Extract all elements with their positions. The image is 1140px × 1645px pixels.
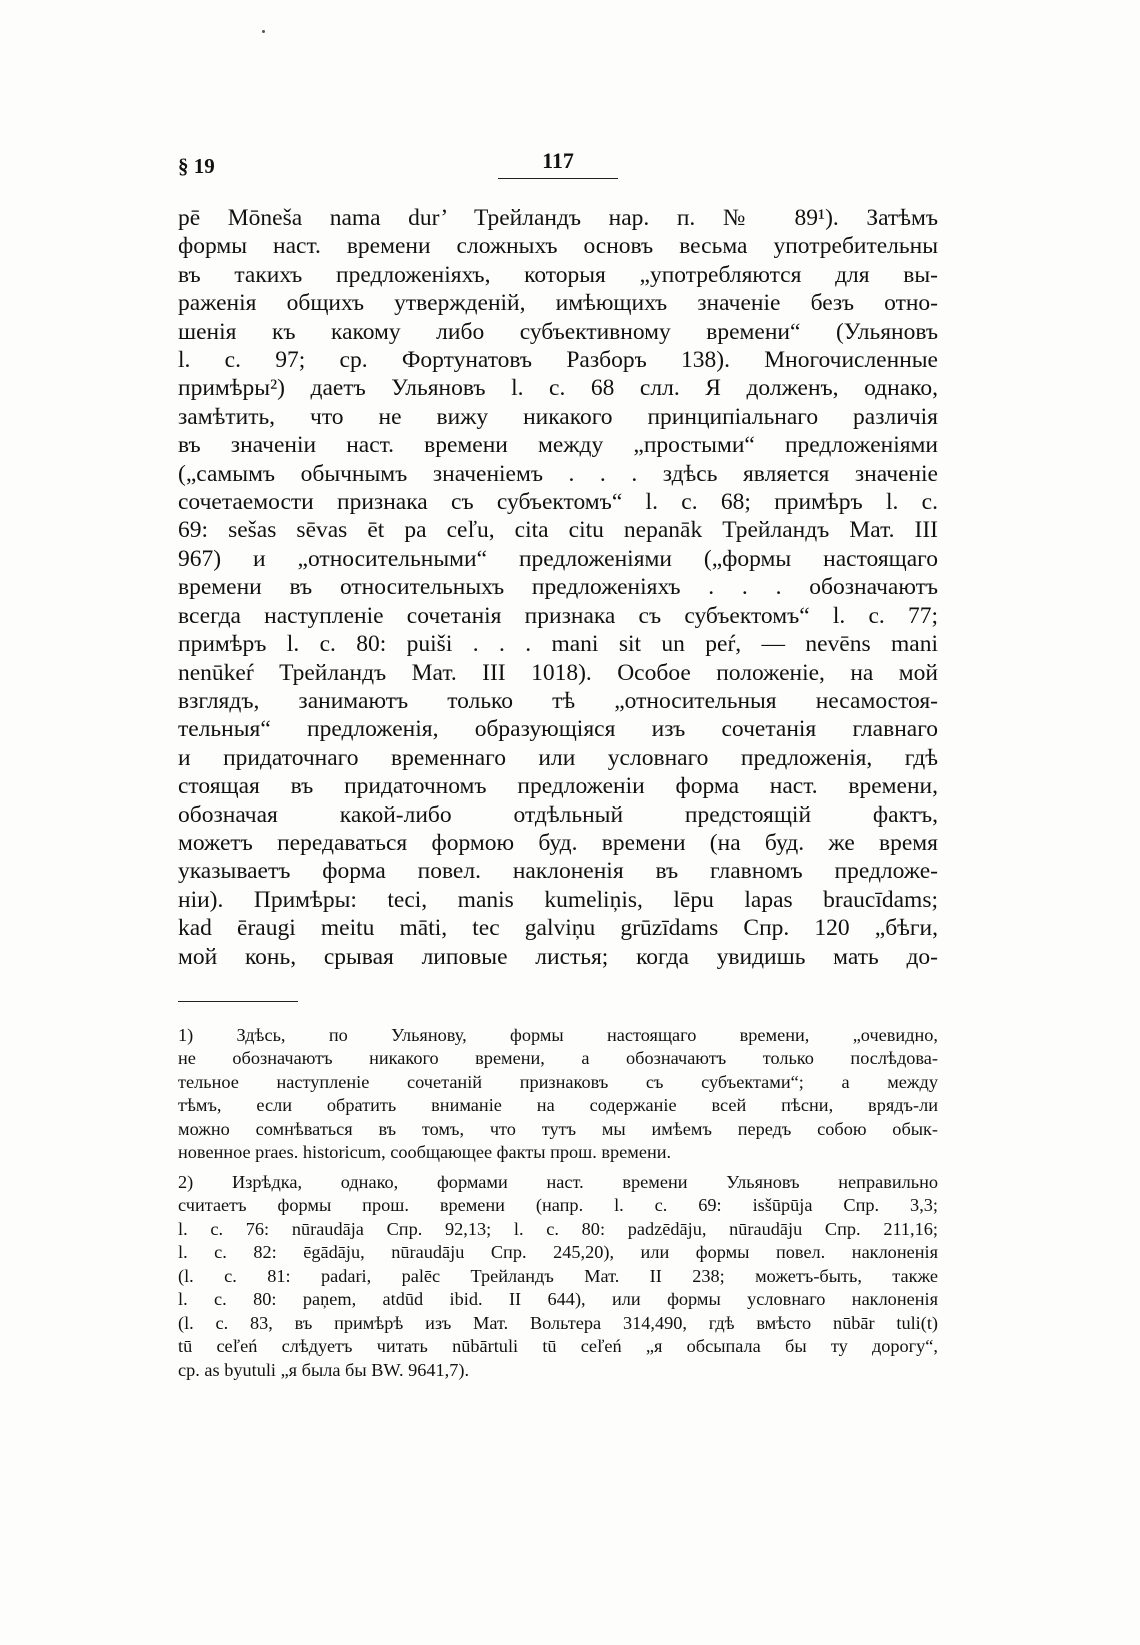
footnote-line: можно сомнѣваться въ томъ, что тутъ мы имѣемъ передъ собою обык- <box>178 1118 938 1139</box>
footnote-line: тельное наступленіе сочетаній признаковъ съ субъектами“; а между <box>178 1071 938 1092</box>
footnote-line: (l. c. 81: padari, palēc Трейландъ Мат. II 238; можетъ-быть, также <box>178 1265 938 1286</box>
footnote-line: l. c. 76: nūraudāja Спр. 92,13; l. c. 80: padzēdāju, nūraudāju Спр. 211,16; <box>178 1218 938 1239</box>
body-line: примѣры²) даетъ Ульяновъ l. c. 68 слл. Я долженъ, однако, <box>178 375 938 402</box>
body-line: сочетаемости признака съ субъектомъ“ l. c. 68; примѣръ l. c. <box>178 489 938 516</box>
footnote-line: не обозначаютъ никакого времени, а обозначаютъ только послѣдова- <box>178 1048 938 1069</box>
main-text <box>178 204 938 971</box>
body-line: мой конь, срывая липовые листья; когда увидишь мать до- <box>178 943 938 970</box>
body-line: 967) и „относительными“ предложеніями („формы настоящаго <box>178 545 938 572</box>
body-line: l. c. 97; ср. Фортунатовъ Разборъ 138). Многочисленные <box>178 347 938 374</box>
body-line: въ значеніи наст. времени между „простыми“ предложеніями <box>178 432 938 459</box>
body-line: шенія къ какому либо субъективному времени“ (Ульяновъ <box>178 318 938 345</box>
footnote-line: (l. c. 83, въ примѣрѣ изъ Мат. Вольтера 314,490, гдѣ вмѣсто nūbār tuli(t) <box>178 1312 938 1333</box>
page-number: 117 <box>498 148 618 179</box>
footnote-line: 1) Здѣсь, по Ульянову, формы настоящаго времени, „очевидно, <box>178 1024 938 1045</box>
page <box>178 148 938 1382</box>
footnote-line: l. c. 82: ēgādāju, nūraudāju Спр. 245,20), или формы повел. наклоненія <box>178 1242 938 1263</box>
body-line: тельныя“ предложенія, образующіяся изъ сочетанія главнаго <box>178 716 938 743</box>
body-line: раженія общихъ утвержденій, имѣющихъ значеніе безъ отно- <box>178 290 938 317</box>
footnote-line: считаетъ формы прош. времени (напр. l. c. 69: isšūpūja Спр. 3,3; <box>178 1195 938 1216</box>
body-line: примѣръ l. c. 80: puiši . . . mani sit un peŕ, — nevēns mani <box>178 631 938 658</box>
body-line: формы наст. времени сложныхъ основъ весьма употребительны <box>178 233 938 260</box>
body-line: всегда наступленіе сочетанія признака съ субъектомъ“ l. c. 77; <box>178 602 938 629</box>
body-line: 69: sešas sēvas ēt pa ceľu, cita citu nepanāk Трейландъ Мат. III <box>178 517 938 544</box>
body-line: pē Mōneša nama dur’ Трейландъ нар. п. № 89¹). Затѣмъ <box>178 205 938 231</box>
body-line: замѣтить, что не вижу никакого принципіальнаго различія <box>178 403 938 430</box>
body-line: въ такихъ предложеніяхъ, которыя „употребляются для вы- <box>178 261 938 288</box>
body-line: („самымъ обычнымъ значеніемъ . . . здѣсь является значеніе <box>178 460 938 487</box>
footnote-line: ср. as byutuli „я была бы BW. 9641,7). <box>178 1359 470 1380</box>
scan-speck <box>262 30 265 33</box>
page-header <box>178 148 938 190</box>
body-line: ніи). Примѣры: teci, manis kumeliņis, lēpu lapas braucīdams; <box>178 886 938 913</box>
body-line: времени въ относительныхъ предложеніяхъ . . . обозначаютъ <box>178 574 938 601</box>
body-line: взглядъ, занимаютъ только тѣ „относительныя несамостоя- <box>178 687 938 714</box>
body-line: можетъ передаваться формою буд. времени (на буд. же время <box>178 829 938 856</box>
body-line: nenūkeŕ Трейландъ Мат. III 1018). Особое положеніе, на мой <box>178 659 938 686</box>
body-line: обозначая какой-либо отдѣльный предстоящій фактъ, <box>178 801 938 828</box>
footnote-line: новенное praes. historicum, сообщающее факты прош. времени. <box>178 1142 672 1163</box>
footnote-line: 2) Изрѣдка, однако, формами наст. времени Ульяновъ неправильно <box>178 1171 938 1192</box>
footnote-separator <box>178 1001 298 1002</box>
footnote-line: тѣмъ, если обратить вниманіе на содержаніе всей пѣсни, врядъ-ли <box>178 1095 938 1116</box>
footnote-line: l. c. 80: paņem, atdūd ibid. II 644), или формы условнаго наклоненія <box>178 1289 938 1310</box>
footnote-2 <box>178 1171 938 1383</box>
section-number: § 19 <box>178 154 215 178</box>
body-line: и придаточнаго временнаго или условнаго предложенія, гдѣ <box>178 744 938 771</box>
footnote-1 <box>178 1024 938 1165</box>
footnote-line: tū ceľeń слѣдуетъ читать nūbārtuli tū ceľeń „я обсыпала бы ту дорогу“, <box>178 1336 938 1357</box>
body-line: стоящая въ придаточномъ предложеніи форма наст. времени, <box>178 773 938 800</box>
body-line: указываетъ форма повел. наклоненія въ главномъ предложе- <box>178 858 938 885</box>
body-line: kad ēraugi meitu māti, tec galviņu grūzīdams Спр. 120 „бѣги, <box>178 915 938 942</box>
